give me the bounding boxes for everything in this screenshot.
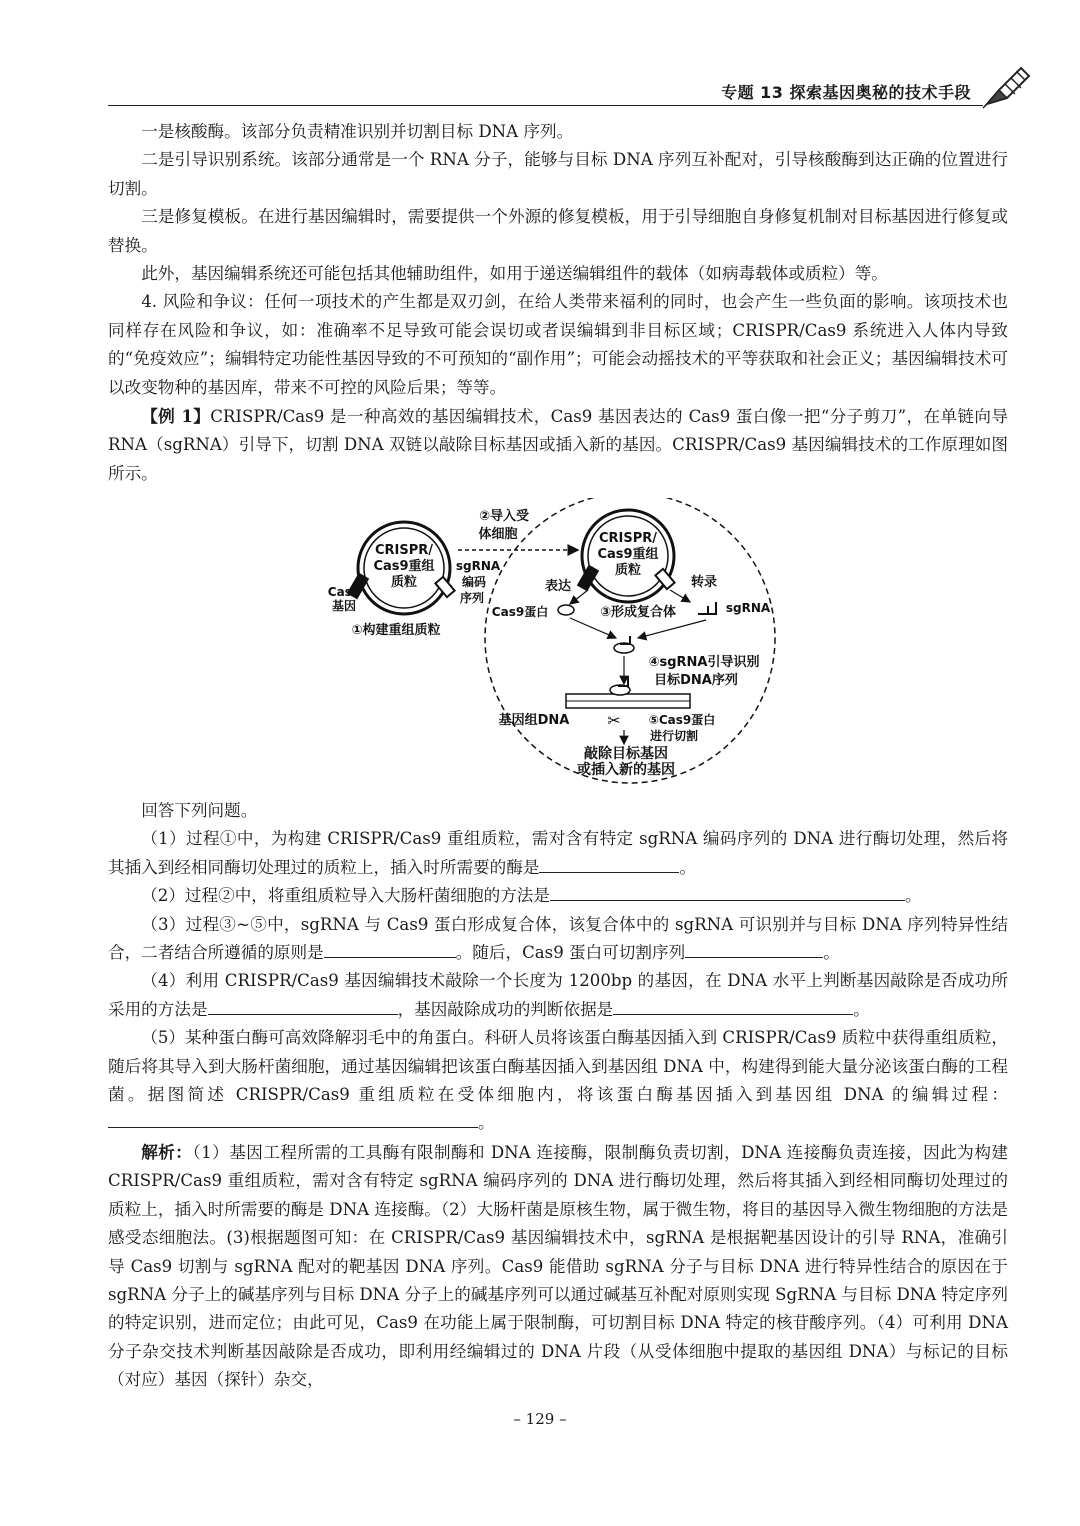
question-4: （4）利用 CRISPR/Cas9 基因编辑技术敲除一个长度为 1200bp 的基因，在 DNA 水平上判断基因敲除是否成功所采用的方法是 ，基因敲除成功的判断依据是 。 (108, 971, 1008, 1019)
page-number: – 129 – (513, 1410, 567, 1428)
answer-blank-2[interactable] (550, 882, 905, 901)
questions-intro: 回答下列问题。 (141, 801, 258, 820)
answer-blank-4a[interactable] (208, 996, 398, 1015)
plasmid-1-label-3: 质粒 (390, 575, 418, 590)
analysis-label: 解析： (141, 1141, 193, 1162)
question-2: （2）过程②中，将重组质粒导入大肠杆菌细胞的方法是 。 (108, 882, 1008, 910)
plasmid-2-label-3: 质粒 (614, 563, 642, 578)
paragraph-risks: 4. 风险和争议：任何一项技术的产生都是双刃剑，在给人类带来福利的同时，也会产生一些负面的影响。该项技术也同样存在风险和争议，如：准确率不足导致可能会误切或者误编辑到非目标区域；CRISPR/Cas9 系统进入人体内导致的“免疫效应”；编辑特定功能性基因导致的不可预知的“副作用”；可能会动摇技术的平等获取和社会正义；基因编辑技术可以改变物种的基因库，带来不可控的风险后果；等等。 (108, 292, 1008, 397)
pen-nib-icon (981, 62, 1033, 110)
cas9-protein-shape (558, 605, 574, 615)
example-text: CRISPR/Cas9 是一种高效的基因编辑技术，Cas9 基因表达的 Cas9 蛋白像一把“分子剪刀”，在单链向导 RNA（sgRNA）引导下，切割 DNA 双链以敲除目标基因或插入新的基因。CRISPR/Cas9 基因编辑技术的工作原理如图所示。 (108, 407, 1008, 483)
paragraph-auxiliary: 此外，基因编辑系统还可能包括其他辅助组件，如用于递送编辑组件的载体（如病毒载体或质粒）等。 (141, 264, 888, 284)
step-2-label-1: ②导入受 (478, 509, 530, 524)
sgrna-seq-label-2: 编码 (461, 575, 487, 589)
genomic-dna-label: 基因组DNA (498, 713, 570, 728)
transcribe-label: 转录 (690, 575, 718, 590)
answer-blank-4b[interactable] (613, 996, 853, 1015)
chapter-title: 专题 13 探索基因奥秘的技术手段 (721, 83, 971, 102)
paragraph-nuclease: 一是核酸酶。该部分负责精准识别并切割目标 DNA 序列。 (141, 122, 574, 141)
cas9-gene-label-2: 基因 (331, 599, 357, 613)
analysis-text: （1）基因工程所需的工具酶有限制酶和 DNA 连接酶，限制酶负责切割，DNA 连接酶负责连接，因此为构建 CRISPR/Cas9 重组质粒，需对含有特定 sgRNA 编码序列的 DNA 进行酶切处理，然后将其插入到经相同酶切处理过的质粒上，插入时所需要的酶是 DNA 连接酶。（2）大肠杆菌是原核生物，属于微生物，将目的基因导入微生物细胞的方法是感受态细胞法。(3)根据题图可知：在 CRISPR/Cas9 基因编辑技术中，sgRNA 是根据靶基因设计的引导 RNA，准确引导 Cas9 切割与 sgRNA 配对的靶基因 DNA 序列。Cas9 能借助 sgRNA 分子与目标 DNA 进行特异性结合的原因在于 sgRNA 分子上的碱基序列与目标 DNA 分子上的碱基序列可以通过碱基互补配对原则实现 SgRNA 与目标 DNA 特定序列的特定识别，进而定位；由此可见，Cas9 在功能上属于限制酶，可切割目标 DNA 特定的核苷酸序列。（4）可利用 DNA 分子杂交技术判断基因敲除是否成功，即利用经编辑过的 DNA 片段（从受体细胞中提取的基因组 DNA）与标记的目标（对应）基因（探针）杂交， (108, 1142, 1008, 1390)
cas9-gene-label-1: Cas9 (327, 585, 361, 599)
page-header (108, 62, 1033, 108)
sgrna-seq-label-1: sgRNA (455, 559, 501, 573)
step-2-label-2: 体细胞 (478, 527, 518, 542)
question-1: （1）过程①中，为构建 CRISPR/Cas9 重组质粒，需对含有特定 sgRNA 编码序列的 DNA 进行酶切处理，然后将其插入到经相同酶切处理过的质粒上，插入时所需要的酶是 。 (108, 829, 1008, 877)
question-3: （3）过程③~⑤中，sgRNA 与 Cas9 蛋白形成复合体，该复合体中的 sgRNA 可识别并与目标 DNA 序列特异性结合，二者结合所遵循的原则是 。随后，Cas9 蛋白可切割序列 。 (108, 914, 1008, 963)
step-5-label-2: 进行切割 (649, 729, 699, 743)
express-label: 表达 (544, 579, 572, 594)
analysis-paragraph (108, 1138, 1008, 1395)
result-label-2: 或插入新的基因 (577, 762, 675, 778)
crispr-diagram (320, 498, 790, 788)
sgrna-seq-label-3: 序列 (459, 591, 485, 605)
example-paragraph (108, 402, 1008, 488)
sgrna-shape (698, 602, 716, 614)
step-1-label: ①构建重组质粒 (351, 623, 441, 638)
answer-blank-1[interactable] (539, 854, 679, 873)
step-5-label-1: ⑤Cas9蛋白 (648, 713, 716, 727)
paragraph-repair-template: 三是修复模板。在进行基因编辑时，需要提供一个外源的修复模板，用于引导细胞自身修复机制对目标基因进行修复或替换。 (108, 207, 1008, 255)
plasmid-2-label-2: Cas9重组 (597, 547, 659, 562)
answer-blank-5[interactable] (108, 1109, 478, 1128)
example-label: 【例 1】 (141, 406, 211, 427)
header-rule (108, 105, 983, 106)
answer-blank-3b[interactable] (685, 939, 823, 958)
cas9-protein-label: Cas9蛋白 (491, 605, 549, 619)
result-label-1: 敲除目标基因 (584, 746, 668, 762)
answer-blank-3a[interactable] (324, 939, 456, 958)
question-5: （5）某种蛋白酶可高效降解羽毛中的角蛋白。科研人员将该蛋白酶基因插入到 CRISPR/Cas9 质粒中获得重组质粒，随后将其导入到大肠杆菌细胞，通过基因编辑把该蛋白酶基因插入到基因组 DNA 中，构建得到能大量分泌该蛋白酶的工程菌。据图简述 CRISPR/Cas9 重组质粒在受体细胞内，将该蛋白酶基因插入到基因组 DNA 的编辑过程：。 (108, 1028, 1008, 1133)
step-4-label-1: ④sgRNA引导识别 (648, 655, 760, 670)
plasmid-1-label-2: Cas9重组 (373, 559, 435, 574)
sgrna-label: sgRNA (725, 601, 771, 615)
scissors-icon: ✂ (607, 711, 621, 730)
main-content (108, 118, 1008, 488)
plasmid-1-label-1: CRISPR/ (374, 543, 434, 558)
paragraph-guide-system: 二是引导识别系统。该部分通常是一个 RNA 分子，能够与目标 DNA 序列互补配对，引导核酸酶到达正确的位置进行切割。 (108, 150, 1008, 198)
plasmid-2-label-1: CRISPR/ (598, 531, 658, 546)
questions-section (108, 797, 1008, 1395)
step-4-label-2: 目标DNA序列 (654, 673, 738, 688)
step-3-label: ③形成复合体 (599, 605, 677, 620)
